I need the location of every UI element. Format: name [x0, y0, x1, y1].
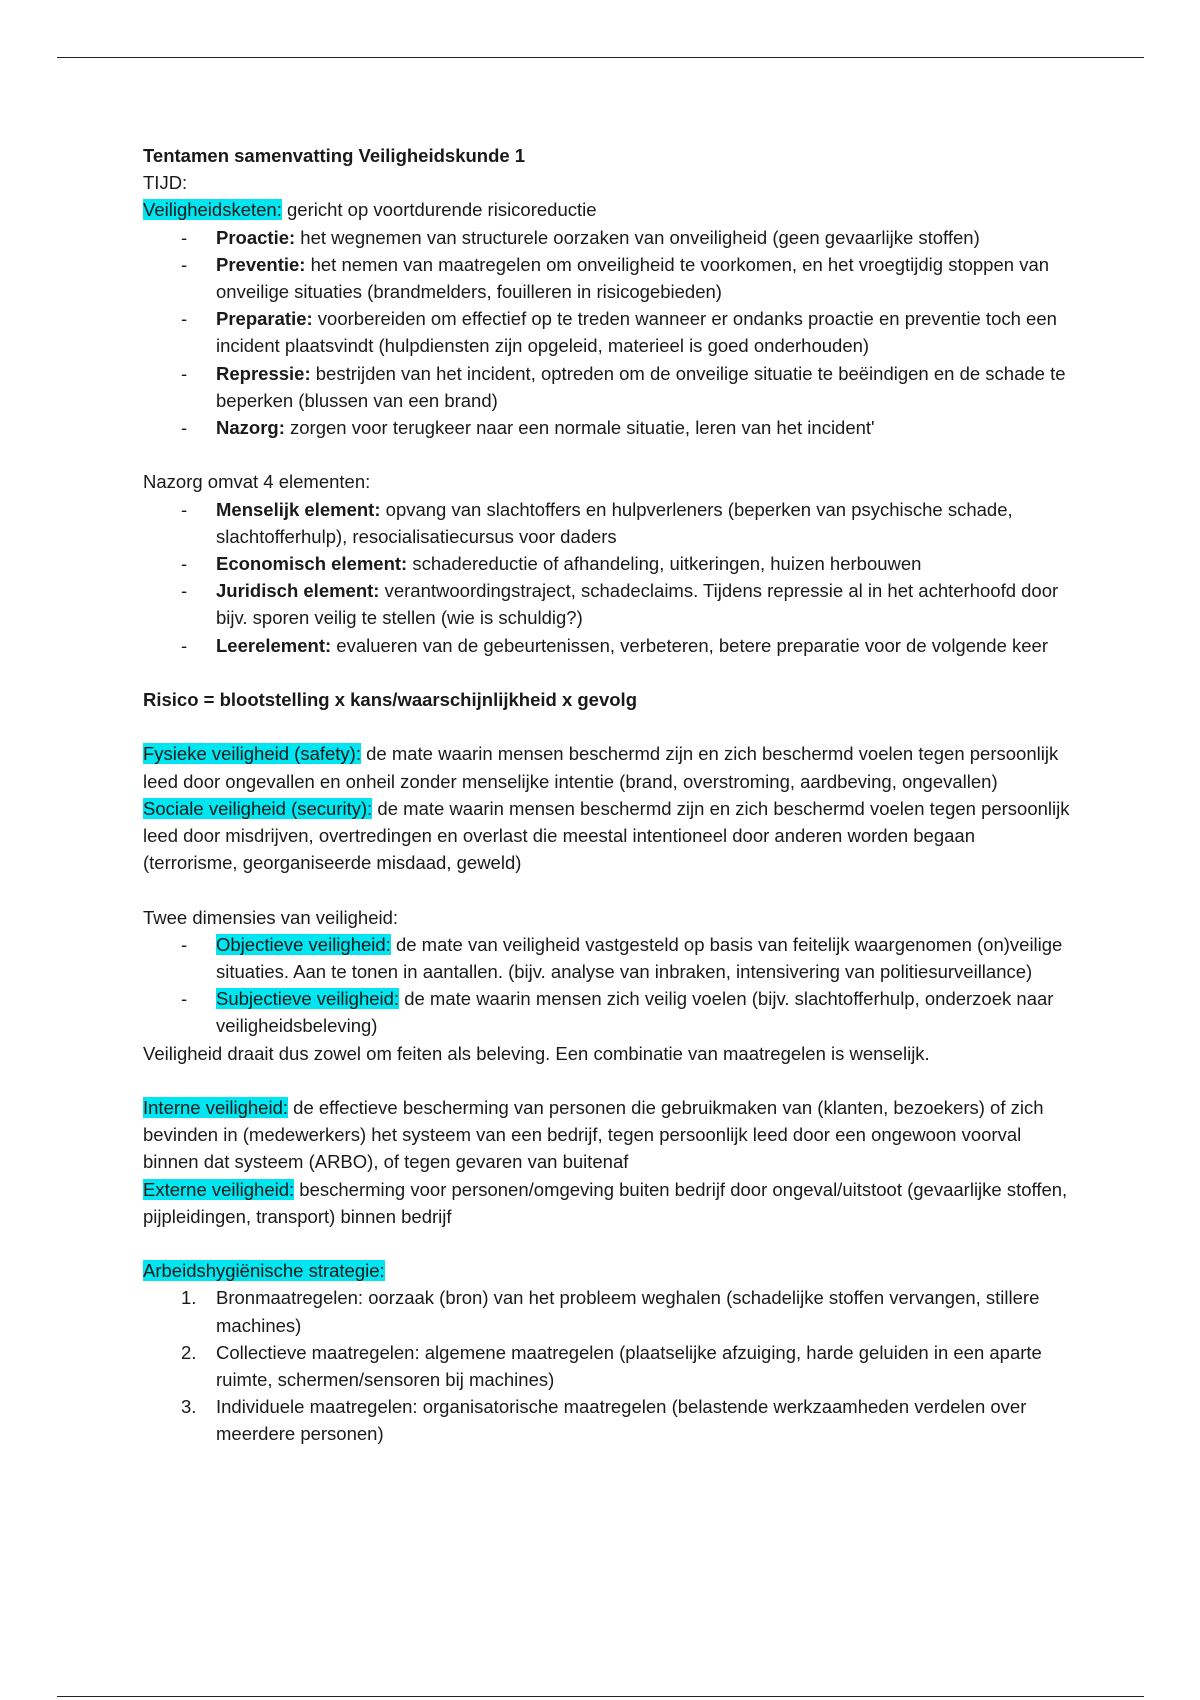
- item-text: de mate van veiligheid vastgesteld op basis van feitelijk waargenomen (on)veilige situaties. Aan te tonen in aantallen. (bijv. analyse van inbraken, intensivering van politiesurveillance): [216, 933, 1063, 983]
- item-term: Leerelement:: [216, 634, 332, 656]
- item-text: Collectieve maatregelen: algemene maatregelen (plaatselijke afzuiging, harde geluiden in een aparte ruimte, schermen/sensoren bij machines): [216, 1341, 1042, 1391]
- item-text: schadereductie of afhandeling, uitkeringen, huizen herbouwen: [407, 553, 922, 575]
- item-term: Preparatie:: [216, 308, 313, 330]
- item-number: 2.: [181, 1341, 197, 1363]
- item-text: opvang van slachtoffers en hulpverleners (beperken van psychische schade, slachtofferhulp), resocialisatiecursus voor daders: [216, 498, 1013, 547]
- list-item: [143, 632, 1073, 659]
- highlighted-term: Subjectieve veiligheid:: [216, 988, 400, 1010]
- highlighted-term: Interne veiligheid:: [143, 1097, 289, 1119]
- list-item: [143, 496, 1073, 550]
- list-item: [143, 251, 1073, 305]
- item-term: Proactie:: [216, 226, 296, 248]
- item-text: Individuele maatregelen: organisatorische maatregelen (belastende werkzaamheden verdelen over meerdere personen): [216, 1396, 1027, 1445]
- veiligheidsketen-definition: [143, 196, 1073, 223]
- item-text: Bronmaatregelen: oorzaak (bron) van het probleem weghalen (schadelijke stoffen vervangen, stillere machines): [216, 1287, 1040, 1336]
- item-term: Preventie:: [216, 253, 306, 275]
- dimensies-list: [143, 931, 1073, 1040]
- definition-text: de effectieve bescherming van personen die gebruikmaken van (klanten, bezoekers) of zich bevinden in (medewerkers) het systeem van een bedrijf, tegen persoonlijk leed door een ongewoon voorval binnen dat systeem (ARBO), of tegen gevaren van buitenaf: [143, 1097, 1044, 1173]
- fysieke-veiligheid: [143, 740, 1073, 794]
- definition-text: bescherming voor personen/omgeving buiten bedrijf door ongeval/uitstoot (gevaarlijke stoffen, pijpleidingen, transport) binnen bedrijf: [143, 1178, 1068, 1227]
- nazorg-intro: Nazorg omvat 4 elementen:: [143, 471, 371, 493]
- item-term: Nazorg:: [216, 417, 285, 439]
- highlighted-term: Sociale veiligheid (security):: [143, 797, 373, 819]
- item-term: Repressie:: [216, 362, 311, 384]
- item-text: verantwoordingstraject, schadeclaims. Tijdens repressie al in het achterhoofd door bijv. sporen veilig te stellen (wie is schuldig?): [216, 580, 1059, 629]
- item-text: de mate waarin mensen zich veilig voelen (bijv. slachtofferhulp, onderzoek naar veiligheidsbeleving): [216, 988, 1054, 1037]
- list-item: [143, 550, 1073, 577]
- list-item: [143, 305, 1073, 359]
- item-text: bestrijden van het incident, optreden om de onveilige situatie te beëindigen en de schade te beperken (blussen van een brand): [216, 362, 1066, 411]
- dimensies-conclusion: Veiligheid draait dus zowel om feiten als beleving. Een combinatie van maatregelen is wenselijk.: [143, 1042, 930, 1064]
- strategie-heading: [143, 1257, 1073, 1284]
- definition-text: gericht op voortdurende risicoreductie: [281, 199, 597, 221]
- nazorg-list: [143, 496, 1073, 659]
- definition-text: de mate waarin mensen beschermd zijn en zich beschermd voelen tegen persoonlijk leed door misdrijven, overtredingen en overlast die meestal intentioneel door anderen worden begaan (terrorisme, georganiseerde misdaad, geweld): [143, 797, 1070, 874]
- highlighted-term: Externe veiligheid:: [143, 1178, 295, 1200]
- tijd-label: TIJD:: [143, 172, 188, 194]
- sociale-veiligheid: [143, 795, 1073, 877]
- risico-formula: Risico = blootstelling x kans/waarschijnlijkheid x gevolg: [143, 689, 637, 711]
- dimensies-intro: Twee dimensies van veiligheid:: [143, 906, 399, 928]
- item-number: 1.: [181, 1287, 197, 1309]
- highlighted-term: Fysieke veiligheid (safety):: [143, 743, 361, 765]
- footer-rule: [57, 1696, 1144, 1697]
- veiligheidsketen-list: [143, 224, 1073, 442]
- list-item: [143, 224, 1073, 251]
- list-item: [143, 1393, 1073, 1447]
- list-item: [143, 931, 1073, 985]
- item-term: Economisch element:: [216, 553, 408, 575]
- interne-veiligheid: [143, 1094, 1073, 1176]
- item-text: het wegnemen van structurele oorzaken van onveiligheid (geen gevaarlijke stoffen): [295, 226, 980, 248]
- item-term: Menselijk element:: [216, 498, 381, 520]
- list-item: [143, 360, 1073, 414]
- list-item: [143, 414, 1073, 441]
- item-text: evalueren van de gebeurtenissen, verbeteren, betere preparatie voor de volgende keer: [331, 634, 1048, 656]
- document-title: Tentamen samenvatting Veiligheidskunde 1: [143, 145, 526, 166]
- highlighted-term: Veiligheidsketen:: [143, 199, 282, 221]
- highlighted-term: Arbeidshygiënische strategie:: [143, 1260, 385, 1282]
- list-item: [143, 985, 1073, 1039]
- header-rule: [57, 57, 1144, 58]
- item-text: het nemen van maatregelen om onveiligheid te voorkomen, en het vroegtijdig stoppen van onveilige situaties (brandmelders, fouilleren in risicogebieden): [216, 253, 1050, 303]
- list-item: [143, 1339, 1073, 1393]
- list-item: [143, 577, 1073, 631]
- item-text: zorgen voor terugkeer naar een normale situatie, leren van het incident': [284, 417, 875, 439]
- externe-veiligheid: [143, 1176, 1073, 1230]
- item-term: Juridisch element:: [216, 580, 380, 602]
- strategie-list: [143, 1284, 1073, 1447]
- list-item: [143, 1284, 1073, 1338]
- item-text: voorbereiden om effectief op te treden wanneer er ondanks proactie en preventie toch een incident plaatsvindt (hulpdiensten zijn opgeleid, materieel is goed onderhouden): [216, 308, 1057, 357]
- document-body: [143, 142, 1073, 1448]
- item-number: 3.: [181, 1396, 197, 1418]
- highlighted-term: Objectieve veiligheid:: [216, 933, 391, 955]
- definition-text: de mate waarin mensen beschermd zijn en zich beschermd voelen tegen persoonlijk leed door ongevallen en onheil zonder menselijke intentie (brand, overstroming, aardbeving, ongevallen): [143, 743, 1059, 792]
